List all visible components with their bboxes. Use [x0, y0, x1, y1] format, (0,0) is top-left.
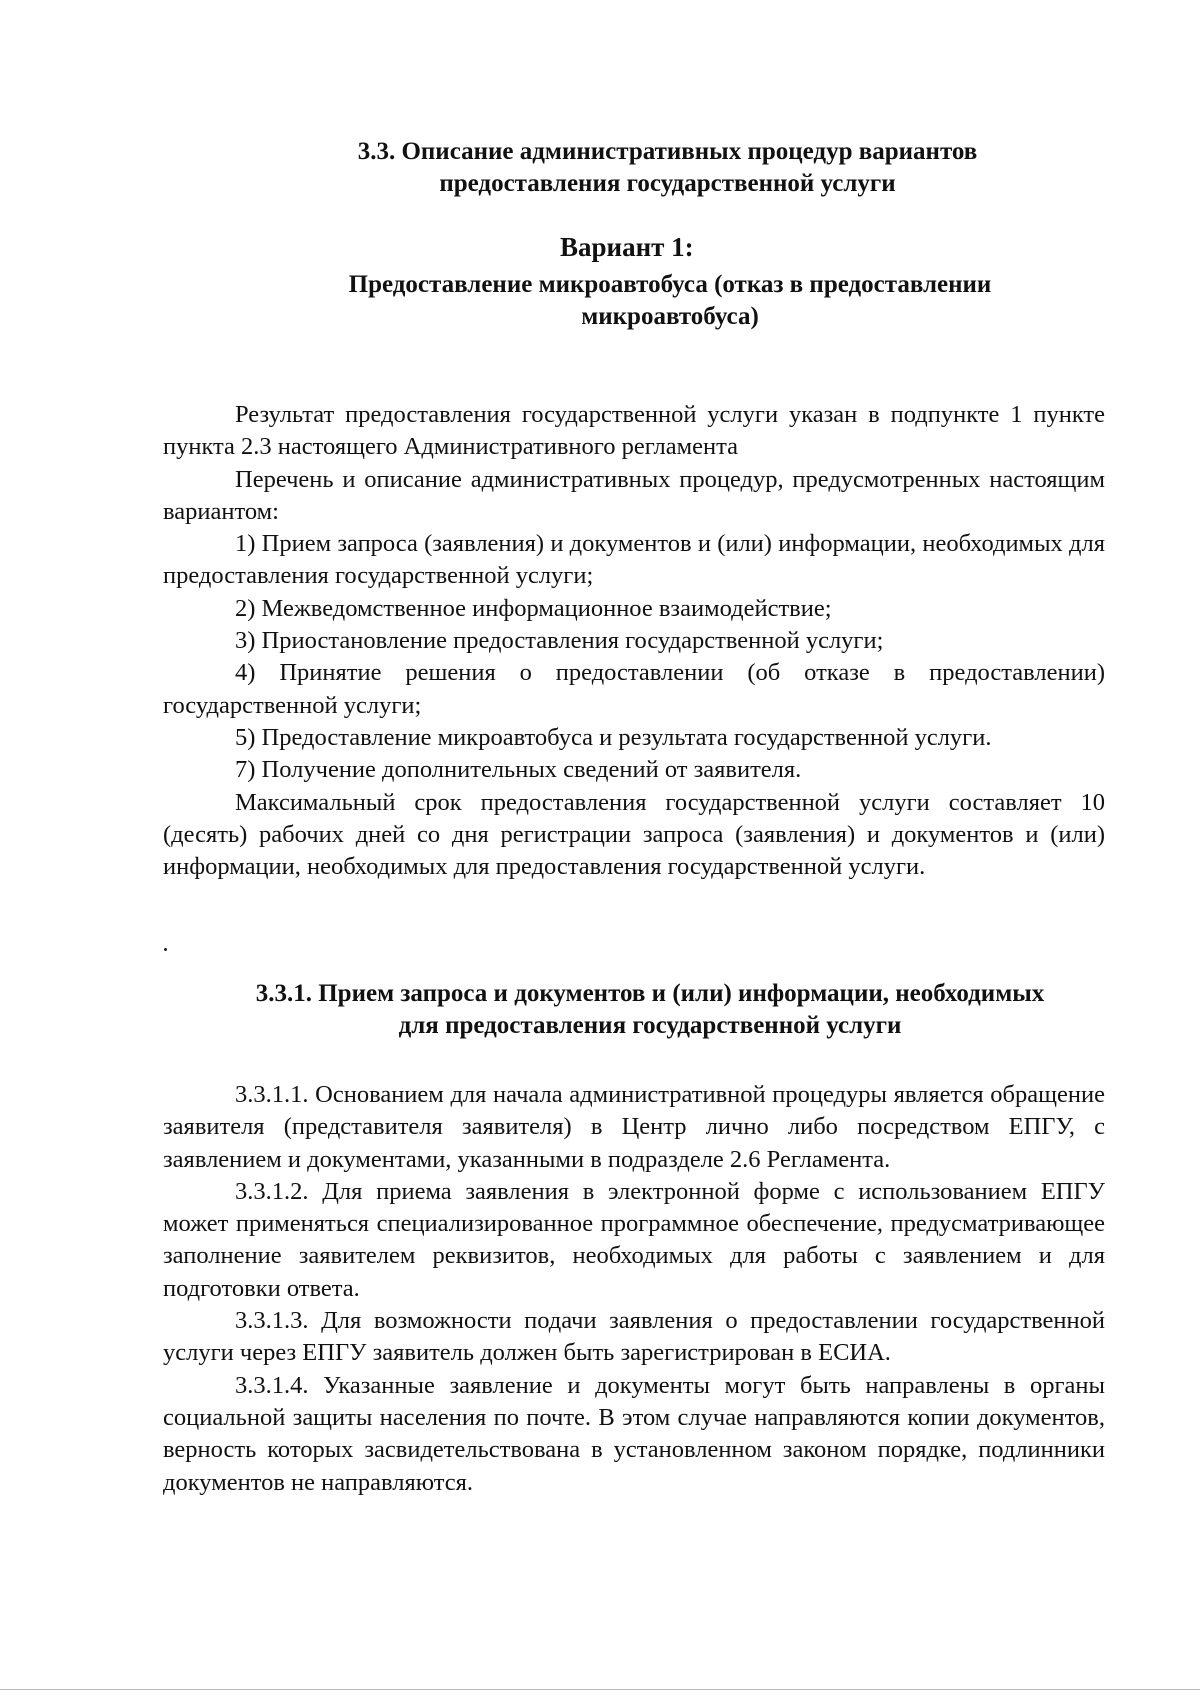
subsection-heading: 3.3.1. Прием запроса и документов и (или) информации, необходимых для предоставления государственной услуги	[255, 980, 1045, 1039]
list-item-7: 7) Получение дополнительных сведений от заявителя.	[235, 756, 802, 784]
list-item-5: 5) Предоставление микроавтобуса и результата государственной услуги.	[235, 723, 992, 751]
paragraph-3-3-1-4: 3.3.1.4. Указанные заявление и документы могут быть направлены в органы социальной защиты населения по почте. В этом случае направляются копии документов, верность которых засвидетельствована в установленном законом порядке, подлинники документов не направляются.	[163, 1371, 1105, 1496]
list-item-1: 1) Прием запроса (заявления) и документов и (или) информации, необходимых для предоставления государственной услуги;	[163, 530, 1105, 590]
paragraph-3-3-1-2: 3.3.1.2. Для приема заявления в электронной форме с использованием ЕПГУ может применяться специализированное программное обеспечение, предусматривающее заполнение заявителем реквизитов, необходимых для работы с заявлением и для подготовки ответа.	[163, 1177, 1105, 1302]
subsection-body	[163, 1079, 1105, 1499]
paragraph-3-3-1-1: 3.3.1.1. Основанием для начала административной процедуры является обращение заявителя (представителя заявителя) в Центр лично либо посредством ЕПГУ, с заявлением и документами, указанными в подразделе 2.6 Регламента.	[163, 1081, 1105, 1173]
list-item-2: 2) Межведомственное информационное взаимодействие;	[235, 594, 832, 622]
section-heading: 3.3. Описание административных процедур вариантов предоставления государственной услуги	[357, 138, 978, 197]
stray-dot	[164, 948, 167, 951]
paragraph-3-3-1-3: 3.3.1.3. Для возможности подачи заявления о предоставлении государственной услуги через ЕПГУ заявитель должен быть зарегистрирован в ЕСИА.	[163, 1307, 1105, 1367]
paragraph-result: Результат предоставления государственной услуги указан в подпункте 1 пункте пункта 2.3 настоящего Административного регламента	[163, 401, 1105, 461]
list-item-3: 3) Приостановление предоставления государственной услуги;	[235, 627, 884, 655]
variant-title: Вариант 1:	[560, 232, 694, 262]
variant-subtitle: Предоставление микроавтобуса (отказ в предоставлении микроавтобуса)	[348, 271, 992, 330]
main-body	[163, 399, 1105, 883]
paragraph-max-term: Максимальный срок предоставления государственной услуги составляет 10 (десять) рабочих дней со дня регистрации запроса (заявления) и документов и (или) информации, необходимых для предоставления государственной услуги.	[163, 788, 1105, 881]
list-item-4: 4) Принятие решения о предоставлении (об отказе в предоставлении) государственной услуги;	[163, 659, 1105, 719]
paragraph-procedures-intro: Перечень и описание административных процедур, предусмотренных настоящим вариантом:	[163, 465, 1105, 525]
scan-edge-line	[0, 1689, 1200, 1690]
